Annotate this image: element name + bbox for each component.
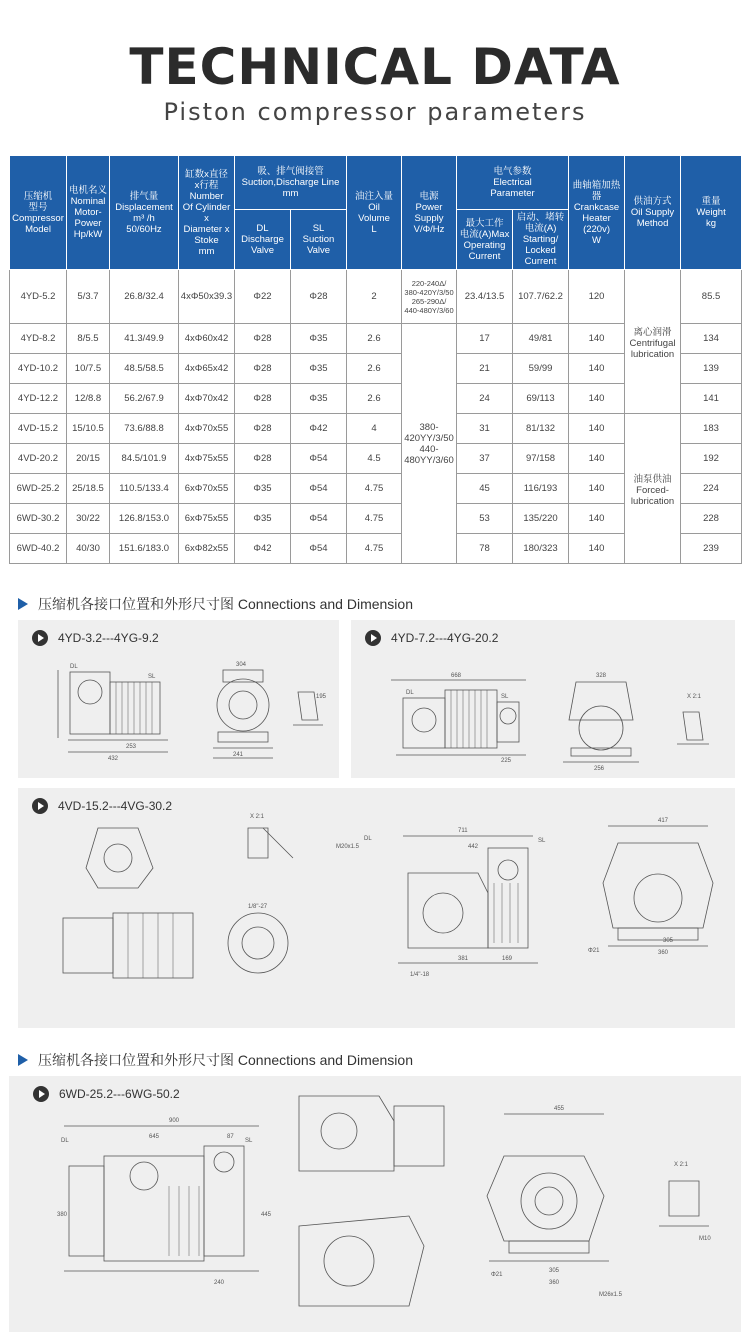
cell-crankcase-heater: 140 — [569, 474, 625, 504]
svg-text:241: 241 — [233, 752, 244, 758]
cell-locked-current: 59/99 — [513, 354, 569, 384]
drawing-panel-2: 4YD-7.2---4YG-20.2 668 328 225 256 X 2:1 DL SL — [351, 620, 735, 778]
svg-text:X 2:1: X 2:1 — [687, 694, 702, 700]
svg-text:360: 360 — [658, 950, 669, 956]
cell-displacement: 56.2/67.9 — [110, 384, 179, 414]
th-power-supply: 电源 Power Supply V/Φ/Hz — [402, 156, 457, 270]
cell-sl: Φ54 — [291, 534, 347, 564]
svg-text:305: 305 — [549, 1268, 560, 1274]
cell-dl: Φ35 — [235, 474, 291, 504]
cell-weight: 224 — [681, 474, 742, 504]
svg-text:645: 645 — [149, 1134, 160, 1140]
cell-max-current: 45 — [457, 474, 513, 504]
th-model: 压缩机 型号 Compressor Model — [10, 156, 67, 270]
cell-dl: Φ28 — [235, 384, 291, 414]
table-row — [10, 414, 742, 444]
cell-sl: Φ42 — [291, 414, 347, 444]
th-electrical-group: 电气参数 Electrical Parameter — [457, 156, 569, 210]
svg-text:445: 445 — [261, 1212, 272, 1218]
svg-text:SL: SL — [148, 674, 156, 680]
cell-crankcase-heater: 140 — [569, 384, 625, 414]
cell-oil-supply: 油泵供油 Forced- lubrication — [625, 414, 681, 564]
svg-text:304: 304 — [236, 662, 247, 668]
cell-weight: 134 — [681, 324, 742, 354]
cell-power: 20/15 — [67, 444, 110, 474]
cell-oil-volume: 4.5 — [347, 444, 402, 474]
th-oil-volume: 油注入量 Oil Volume L — [347, 156, 402, 270]
cell-cylinder: 4xΦ60x42 — [179, 324, 235, 354]
cell-cylinder: 4xΦ65x42 — [179, 354, 235, 384]
svg-text:1/8"-27: 1/8"-27 — [248, 904, 268, 910]
drawing-6wd — [9, 1076, 741, 1332]
drawing-panel-3: 4VD-15.2---4VG-30.2 711 442 417 381 169 305 360 Φ21 X 2:1 DL SL M20x1.5 1/8"-27 1/4"-18 — [18, 788, 735, 1028]
svg-text:169: 169 — [502, 956, 513, 962]
cell-cylinder: 4xΦ70x55 — [179, 414, 235, 444]
cell-model: 4YD-12.2 — [10, 384, 67, 414]
section-heading-2: 压缩机各接口位置和外形尺寸图 Connections and Dimension — [18, 1050, 413, 1070]
svg-text:417: 417 — [658, 818, 669, 824]
th-locked-current: 启动、堵转 电流(A) Starting/ Locked Current — [513, 210, 569, 270]
cell-crankcase-heater: 140 — [569, 354, 625, 384]
cell-max-current: 23.4/13.5 — [457, 270, 513, 324]
svg-text:240: 240 — [214, 1280, 225, 1286]
cell-crankcase-heater: 140 — [569, 324, 625, 354]
cell-model: 6WD-30.2 — [10, 504, 67, 534]
cell-cylinder: 4xΦ75x55 — [179, 444, 235, 474]
drawing-panel-4: 6WD-25.2---6WG-50.2 900 645 87 455 305 360 380 240 445 Φ21 X 2:1 DL SL M10 M26x1.5 — [9, 1076, 741, 1332]
cell-weight: 228 — [681, 504, 742, 534]
cell-sl: Φ54 — [291, 474, 347, 504]
svg-text:SL: SL — [538, 838, 546, 844]
cell-weight: 183 — [681, 414, 742, 444]
cell-displacement: 26.8/32.4 — [110, 270, 179, 324]
svg-text:DL: DL — [406, 690, 414, 696]
cell-dl: Φ28 — [235, 414, 291, 444]
th-sl: SL Suction Valve — [291, 210, 347, 270]
cell-max-current: 21 — [457, 354, 513, 384]
spec-table — [9, 155, 742, 564]
cell-power: 15/10.5 — [67, 414, 110, 444]
drawing-4vd — [18, 788, 735, 1028]
cell-weight: 141 — [681, 384, 742, 414]
cell-model: 6WD-25.2 — [10, 474, 67, 504]
cell-crankcase-heater: 120 — [569, 270, 625, 324]
cell-displacement: 151.6/183.0 — [110, 534, 179, 564]
page-title: TECHNICAL DATA — [129, 38, 621, 96]
svg-text:Φ21: Φ21 — [491, 1272, 503, 1278]
th-dl: DL Discharge Valve — [235, 210, 291, 270]
th-displacement: 排气量 Displacement m³ /h 50/60Hz — [110, 156, 179, 270]
cell-locked-current: 180/323 — [513, 534, 569, 564]
drawing-4yd-medium — [351, 620, 735, 778]
cell-model: 4VD-20.2 — [10, 444, 67, 474]
cell-oil-supply: 离心润滑 Centrifugal lubrication — [625, 270, 681, 414]
cell-max-current: 17 — [457, 324, 513, 354]
cell-model: 4YD-8.2 — [10, 324, 67, 354]
svg-text:360: 360 — [549, 1280, 560, 1286]
svg-text:253: 253 — [126, 744, 137, 750]
cell-oil-volume: 2.6 — [347, 354, 402, 384]
cell-power-supply: 380- 420YY/3/50 440- 480YY/3/60 — [402, 324, 457, 564]
cell-max-current: 78 — [457, 534, 513, 564]
cell-dl: Φ28 — [235, 354, 291, 384]
cell-power: 25/18.5 — [67, 474, 110, 504]
cell-power: 8/5.5 — [67, 324, 110, 354]
cell-dl: Φ42 — [235, 534, 291, 564]
play-icon — [18, 598, 28, 610]
th-weight: 重量 Weight kg — [681, 156, 742, 270]
cell-power: 5/3.7 — [67, 270, 110, 324]
svg-text:711: 711 — [458, 828, 468, 834]
svg-text:X 2:1: X 2:1 — [250, 814, 265, 820]
cell-dl: Φ35 — [235, 504, 291, 534]
svg-text:256: 256 — [594, 766, 605, 772]
cell-max-current: 53 — [457, 504, 513, 534]
svg-text:1/4"-18: 1/4"-18 — [410, 972, 430, 978]
cell-oil-volume: 2.6 — [347, 384, 402, 414]
drawing-4yd-small — [18, 620, 339, 778]
cell-sl: Φ35 — [291, 384, 347, 414]
svg-text:SL: SL — [501, 694, 509, 700]
cell-locked-current: 81/132 — [513, 414, 569, 444]
svg-text:225: 225 — [501, 758, 512, 764]
cell-cylinder: 6xΦ70x55 — [179, 474, 235, 504]
cell-weight: 192 — [681, 444, 742, 474]
cell-weight: 139 — [681, 354, 742, 384]
svg-text:195: 195 — [316, 694, 327, 700]
cell-locked-current: 49/81 — [513, 324, 569, 354]
th-max-current: 最大工作 电流(A)Max Operating Current — [457, 210, 513, 270]
cell-sl: Φ28 — [291, 270, 347, 324]
cell-oil-volume: 4.75 — [347, 504, 402, 534]
cell-cylinder: 4xΦ70x42 — [179, 384, 235, 414]
svg-text:900: 900 — [169, 1118, 180, 1124]
svg-text:381: 381 — [458, 956, 469, 962]
cell-dl: Φ28 — [235, 324, 291, 354]
svg-text:M26x1.5: M26x1.5 — [599, 1292, 623, 1298]
th-oil-supply: 供油方式 Oil Supply Method — [625, 156, 681, 270]
cell-weight: 85.5 — [681, 270, 742, 324]
cell-model: 4YD-5.2 — [10, 270, 67, 324]
drawing-panel-1: 4YD-3.2---4YG-9.2 253 432 304 241 195 DL SL — [18, 620, 339, 778]
svg-text:668: 668 — [451, 673, 462, 679]
svg-text:M10: M10 — [699, 1236, 711, 1242]
cell-sl: Φ54 — [291, 444, 347, 474]
svg-text:442: 442 — [468, 844, 479, 850]
cell-displacement: 73.6/88.8 — [110, 414, 179, 444]
svg-text:87: 87 — [227, 1134, 234, 1140]
th-crankcase: 曲轴箱加热器 Crankcase Heater (220v) W — [569, 156, 625, 270]
cell-locked-current: 107.7/62.2 — [513, 270, 569, 324]
cell-sl: Φ35 — [291, 324, 347, 354]
page-subtitle: Piston compressor parameters — [163, 98, 587, 126]
cell-model: 6WD-40.2 — [10, 534, 67, 564]
cell-cylinder: 4xΦ50x39.3 — [179, 270, 235, 324]
svg-text:Φ21: Φ21 — [588, 948, 600, 954]
cell-locked-current: 69/113 — [513, 384, 569, 414]
cell-oil-volume: 4.75 — [347, 474, 402, 504]
play-icon — [18, 1054, 28, 1066]
svg-text:455: 455 — [554, 1106, 565, 1112]
cell-displacement: 41.3/49.9 — [110, 324, 179, 354]
svg-text:DL: DL — [70, 664, 78, 670]
svg-text:X 2:1: X 2:1 — [674, 1162, 689, 1168]
cell-displacement: 84.5/101.9 — [110, 444, 179, 474]
cell-sl: Φ35 — [291, 354, 347, 384]
cell-crankcase-heater: 140 — [569, 534, 625, 564]
cell-weight: 239 — [681, 534, 742, 564]
cell-power: 30/22 — [67, 504, 110, 534]
section-heading-1: 压缩机各接口位置和外形尺寸图 Connections and Dimension — [18, 594, 413, 614]
cell-oil-volume: 4.75 — [347, 534, 402, 564]
svg-text:432: 432 — [108, 756, 119, 762]
cell-oil-volume: 2 — [347, 270, 402, 324]
cell-displacement: 48.5/58.5 — [110, 354, 179, 384]
svg-text:380: 380 — [57, 1212, 68, 1218]
cell-crankcase-heater: 140 — [569, 444, 625, 474]
svg-text:DL: DL — [61, 1138, 69, 1144]
th-cylinder: 缸数x直径 x行程 Number Of Cylinder x Diameter x Stoke mm — [179, 156, 235, 270]
cell-max-current: 37 — [457, 444, 513, 474]
svg-text:305: 305 — [663, 938, 674, 944]
svg-text:DL: DL — [364, 836, 372, 842]
cell-power: 12/8.8 — [67, 384, 110, 414]
cell-cylinder: 6xΦ82x55 — [179, 534, 235, 564]
cell-dl: Φ22 — [235, 270, 291, 324]
cell-cylinder: 6xΦ75x55 — [179, 504, 235, 534]
svg-text:328: 328 — [596, 673, 607, 679]
cell-max-current: 24 — [457, 384, 513, 414]
cell-locked-current: 97/158 — [513, 444, 569, 474]
cell-dl: Φ28 — [235, 444, 291, 474]
cell-locked-current: 135/220 — [513, 504, 569, 534]
cell-oil-volume: 4 — [347, 414, 402, 444]
cell-locked-current: 116/193 — [513, 474, 569, 504]
cell-sl: Φ54 — [291, 504, 347, 534]
cell-power-supply: 220-240Δ/ 380-420Y/3/50 265-290Δ/ 440-480Y/3/60 — [402, 270, 457, 324]
table-row — [10, 270, 742, 324]
svg-text:M20x1.5: M20x1.5 — [336, 844, 360, 850]
cell-displacement: 110.5/133.4 — [110, 474, 179, 504]
th-power: 电机名义 Nominal Motor- Power Hp/kW — [67, 156, 110, 270]
cell-model: 4YD-10.2 — [10, 354, 67, 384]
th-valve-group: 吸、排气阀接管 Suction,Discharge Line mm — [235, 156, 347, 210]
cell-crankcase-heater: 140 — [569, 504, 625, 534]
svg-text:SL: SL — [245, 1138, 253, 1144]
cell-displacement: 126.8/153.0 — [110, 504, 179, 534]
cell-power: 40/30 — [67, 534, 110, 564]
cell-crankcase-heater: 140 — [569, 414, 625, 444]
cell-oil-volume: 2.6 — [347, 324, 402, 354]
cell-max-current: 31 — [457, 414, 513, 444]
cell-power: 10/7.5 — [67, 354, 110, 384]
cell-model: 4VD-15.2 — [10, 414, 67, 444]
